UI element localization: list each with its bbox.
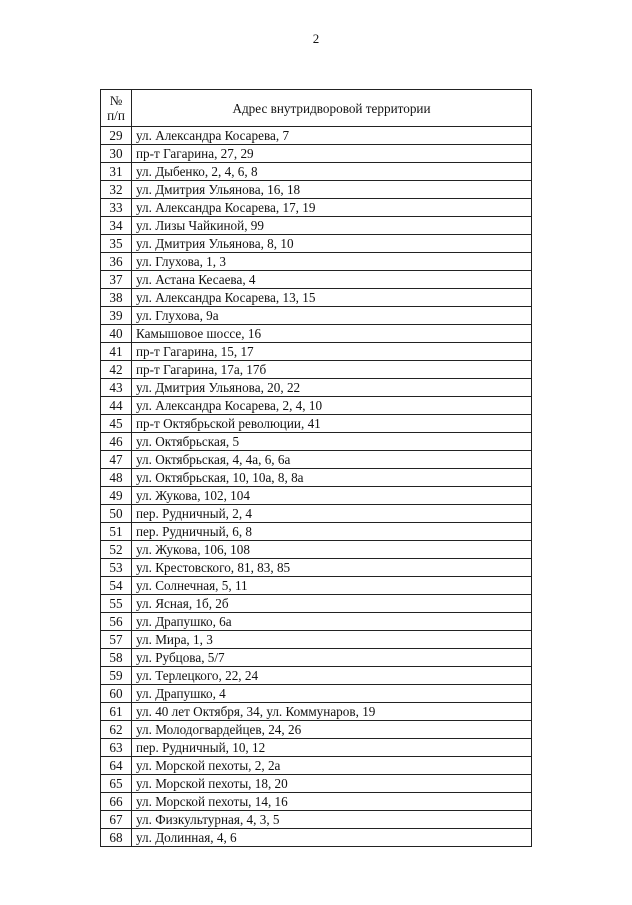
row-address: ул. Жукова, 106, 108 — [132, 541, 532, 559]
header-number-abbr: п/п — [107, 108, 125, 123]
row-number: 63 — [101, 739, 132, 757]
table-row — [101, 361, 532, 379]
row-number: 33 — [101, 199, 132, 217]
table-header-row — [101, 90, 532, 127]
row-number: 56 — [101, 613, 132, 631]
page-number: 2 — [312, 31, 320, 46]
row-address: пр-т Октябрьской революции, 41 — [132, 415, 532, 433]
table-row — [101, 433, 532, 451]
row-number: 51 — [101, 523, 132, 541]
row-address: ул. Солнечная, 5, 11 — [132, 577, 532, 595]
table-row — [101, 703, 532, 721]
table-row — [101, 577, 532, 595]
row-address: ул. Жукова, 102, 104 — [132, 487, 532, 505]
row-address: ул. Октябрьская, 4, 4а, 6, 6а — [132, 451, 532, 469]
table-row — [101, 721, 532, 739]
row-address: пер. Рудничный, 10, 12 — [132, 739, 532, 757]
table-row — [101, 685, 532, 703]
row-number: 64 — [101, 757, 132, 775]
row-number: 48 — [101, 469, 132, 487]
table-row — [101, 343, 532, 361]
row-number: 36 — [101, 253, 132, 271]
table-row — [101, 595, 532, 613]
table-row — [101, 793, 532, 811]
row-number: 40 — [101, 325, 132, 343]
row-number: 43 — [101, 379, 132, 397]
row-number: 32 — [101, 181, 132, 199]
row-address: ул. Ясная, 1б, 2б — [132, 595, 532, 613]
table-row — [101, 469, 532, 487]
table-row — [101, 487, 532, 505]
row-address: пр-т Гагарина, 17а, 17б — [132, 361, 532, 379]
header-number — [101, 90, 132, 127]
row-number: 37 — [101, 271, 132, 289]
table-row — [101, 757, 532, 775]
row-address: Камышовое шоссе, 16 — [132, 325, 532, 343]
row-address: ул. Александра Косарева, 17, 19 — [132, 199, 532, 217]
row-number: 55 — [101, 595, 132, 613]
row-number: 46 — [101, 433, 132, 451]
table-row — [101, 811, 532, 829]
row-number: 66 — [101, 793, 132, 811]
table-row — [101, 217, 532, 235]
row-address: ул. Лизы Чайкиной, 99 — [132, 217, 532, 235]
row-address: ул. Молодогвардейцев, 24, 26 — [132, 721, 532, 739]
row-number: 49 — [101, 487, 132, 505]
row-address: ул. Астана Кесаева, 4 — [132, 271, 532, 289]
table-row — [101, 127, 532, 145]
row-address: ул. Дмитрия Ульянова, 8, 10 — [132, 235, 532, 253]
table-row — [101, 667, 532, 685]
table-row — [101, 739, 532, 757]
row-number: 65 — [101, 775, 132, 793]
row-address: ул. Глухова, 1, 3 — [132, 253, 532, 271]
table-row — [101, 775, 532, 793]
row-address: ул. Глухова, 9а — [132, 307, 532, 325]
row-number: 44 — [101, 397, 132, 415]
row-address: ул. Октябрьская, 10, 10а, 8, 8а — [132, 469, 532, 487]
row-address: ул. Долинная, 4, 6 — [132, 829, 532, 847]
row-address: ул. Дмитрия Ульянова, 16, 18 — [132, 181, 532, 199]
table-row — [101, 559, 532, 577]
row-number: 35 — [101, 235, 132, 253]
row-address: ул. Александра Косарева, 2, 4, 10 — [132, 397, 532, 415]
table-row — [101, 829, 532, 847]
row-address: ул. Рубцова, 5/7 — [132, 649, 532, 667]
table-row — [101, 181, 532, 199]
row-number: 41 — [101, 343, 132, 361]
row-number: 50 — [101, 505, 132, 523]
row-address: ул. Дмитрия Ульянова, 20, 22 — [132, 379, 532, 397]
row-address: пер. Рудничный, 2, 4 — [132, 505, 532, 523]
row-address: ул. Физкультурная, 4, 3, 5 — [132, 811, 532, 829]
row-address: пр-т Гагарина, 27, 29 — [132, 145, 532, 163]
row-number: 60 — [101, 685, 132, 703]
row-number: 52 — [101, 541, 132, 559]
row-number: 68 — [101, 829, 132, 847]
row-number: 31 — [101, 163, 132, 181]
row-address: ул. Александра Косарева, 7 — [132, 127, 532, 145]
row-address: ул. Дыбенко, 2, 4, 6, 8 — [132, 163, 532, 181]
table-row — [101, 145, 532, 163]
table-row — [101, 397, 532, 415]
table-row — [101, 271, 532, 289]
row-number: 42 — [101, 361, 132, 379]
row-address: ул. Морской пехоты, 18, 20 — [132, 775, 532, 793]
row-address: ул. Драпушко, 6а — [132, 613, 532, 631]
row-number: 45 — [101, 415, 132, 433]
row-address: ул. Мира, 1, 3 — [132, 631, 532, 649]
row-number: 38 — [101, 289, 132, 307]
row-number: 53 — [101, 559, 132, 577]
table-body — [101, 127, 532, 847]
row-address: пер. Рудничный, 6, 8 — [132, 523, 532, 541]
row-number: 57 — [101, 631, 132, 649]
table-row — [101, 613, 532, 631]
row-number: 58 — [101, 649, 132, 667]
row-address: ул. 40 лет Октября, 34, ул. Коммунаров, 19 — [132, 703, 532, 721]
table-row — [101, 541, 532, 559]
row-number: 39 — [101, 307, 132, 325]
row-number: 34 — [101, 217, 132, 235]
row-number: 67 — [101, 811, 132, 829]
header-address: Адрес внутридворовой территории — [132, 90, 532, 127]
row-number: 54 — [101, 577, 132, 595]
table-row — [101, 451, 532, 469]
row-number: 29 — [101, 127, 132, 145]
table-row — [101, 307, 532, 325]
table-row — [101, 415, 532, 433]
row-number: 61 — [101, 703, 132, 721]
row-address: ул. Крестовского, 81, 83, 85 — [132, 559, 532, 577]
row-address: ул. Морской пехоты, 14, 16 — [132, 793, 532, 811]
row-number: 59 — [101, 667, 132, 685]
row-number: 30 — [101, 145, 132, 163]
row-address: ул. Морской пехоты, 2, 2а — [132, 757, 532, 775]
header-number-symbol: № — [109, 93, 123, 108]
table-row — [101, 199, 532, 217]
table-row — [101, 379, 532, 397]
table-row — [101, 523, 532, 541]
row-number: 62 — [101, 721, 132, 739]
row-address: ул. Драпушко, 4 — [132, 685, 532, 703]
table-row — [101, 235, 532, 253]
table-row — [101, 289, 532, 307]
row-number: 47 — [101, 451, 132, 469]
row-address: ул. Александра Косарева, 13, 15 — [132, 289, 532, 307]
table-row — [101, 325, 532, 343]
row-address: ул. Терлецкого, 22, 24 — [132, 667, 532, 685]
table-row — [101, 253, 532, 271]
row-address: ул. Октябрьская, 5 — [132, 433, 532, 451]
table-row — [101, 163, 532, 181]
address-table — [100, 89, 532, 847]
table-row — [101, 505, 532, 523]
table-row — [101, 631, 532, 649]
row-address: пр-т Гагарина, 15, 17 — [132, 343, 532, 361]
table-row — [101, 649, 532, 667]
